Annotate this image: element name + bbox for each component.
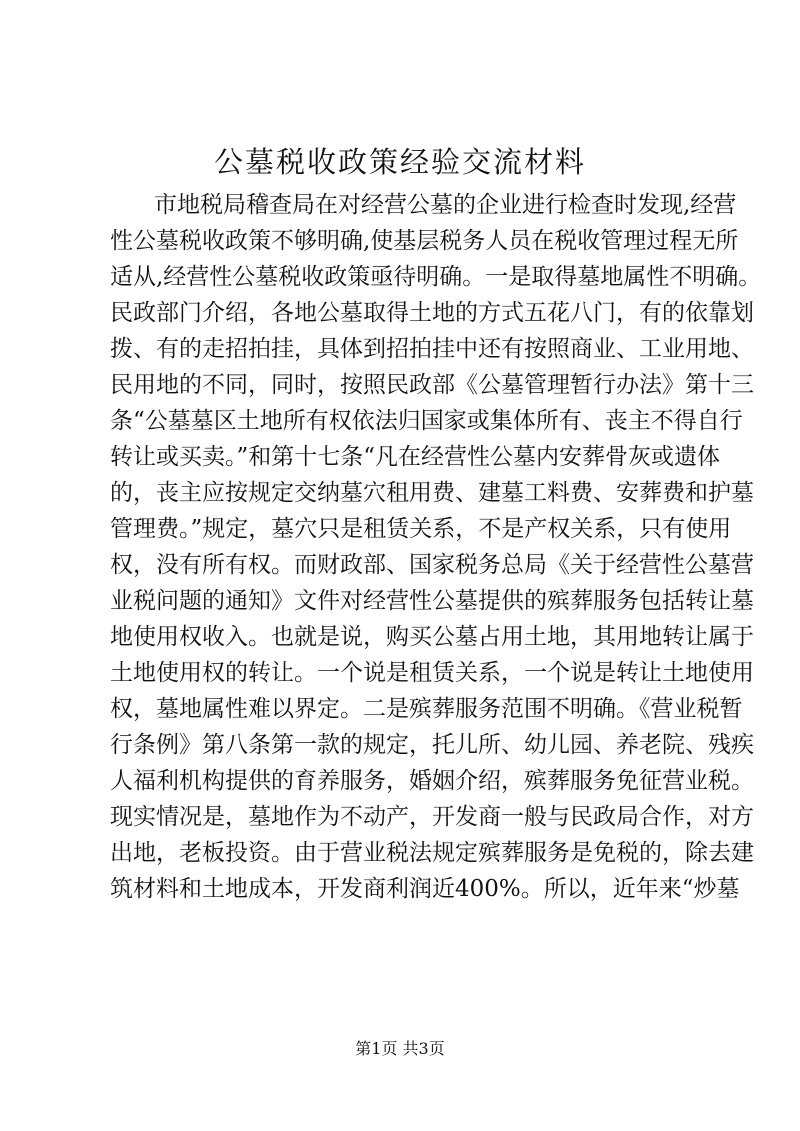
body-line: 业税问题的通知》文件对经营性公墓提供的殡葬服务包括转让墓 xyxy=(110,588,754,614)
body-line: 的，丧主应按规定交纳墓穴租用费、建墓工料费、安葬费和护墓 xyxy=(110,480,754,506)
body-line: 转让或买卖。”和第十七条“凡在经营性公墓内安葬骨灰或遗体 xyxy=(110,444,721,470)
body-line: 性公墓税收政策不够明确,使基层税务人员在税收管理过程无所 xyxy=(110,228,739,254)
page-number-footer: 第1页 共3页 xyxy=(355,1039,445,1058)
body-line: 市地税局稽查局在对经营公墓的企业进行检查时发现,经营 xyxy=(154,192,737,218)
body-line: 民用地的不同，同时，按照民政部《公墓管理暂行办法》第十三 xyxy=(110,372,754,398)
body-line: 行条例》第八条第一款的规定，托儿所、幼儿园、养老院、残疾 xyxy=(110,732,754,758)
body-line: 现实情况是，墓地作为不动产，开发商一般与民政局合作，对方 xyxy=(110,804,754,830)
body-line: 出地，老板投资。由于营业税法规定殡葬服务是免税的，除去建 xyxy=(110,840,754,866)
document-title: 公墓税收政策经验交流材料 xyxy=(213,145,586,179)
body-line: 民政部门介绍，各地公墓取得土地的方式五花八门，有的依靠划 xyxy=(110,300,754,326)
body-line: 地使用权收入。也就是说，购买公墓占用土地，其用地转让属于 xyxy=(110,624,754,650)
body-line: 权，没有所有权。而财政部、国家税务总局《关于经营性公墓营 xyxy=(110,552,754,578)
body-line: 适从,经营性公墓税收政策亟待明确。一是取得墓地属性不明确。 xyxy=(110,264,762,290)
body-line: 管理费。”规定，墓穴只是租赁关系，不是产权关系，只有使用 xyxy=(110,516,732,542)
body-line: 筑材料和土地成本，开发商利润近400%。所以，近年来“炒墓 xyxy=(110,876,740,902)
body-line: 拨、有的走招拍挂，具体到招拍挂中还有按照商业、工业用地、 xyxy=(110,336,754,362)
body-line: 人福利机构提供的育养服务，婚姻介绍，殡葬服务免征营业税。 xyxy=(110,768,754,794)
body-line: 权，墓地属性难以界定。二是殡葬服务范围不明确。《营业税暂 xyxy=(110,696,743,722)
body-line: 条“公墓墓区土地所有权依法归国家或集体所有、丧主不得自行 xyxy=(110,408,743,434)
body-line: 土地使用权的转让。一个说是租赁关系，一个说是转让土地使用 xyxy=(110,660,754,686)
